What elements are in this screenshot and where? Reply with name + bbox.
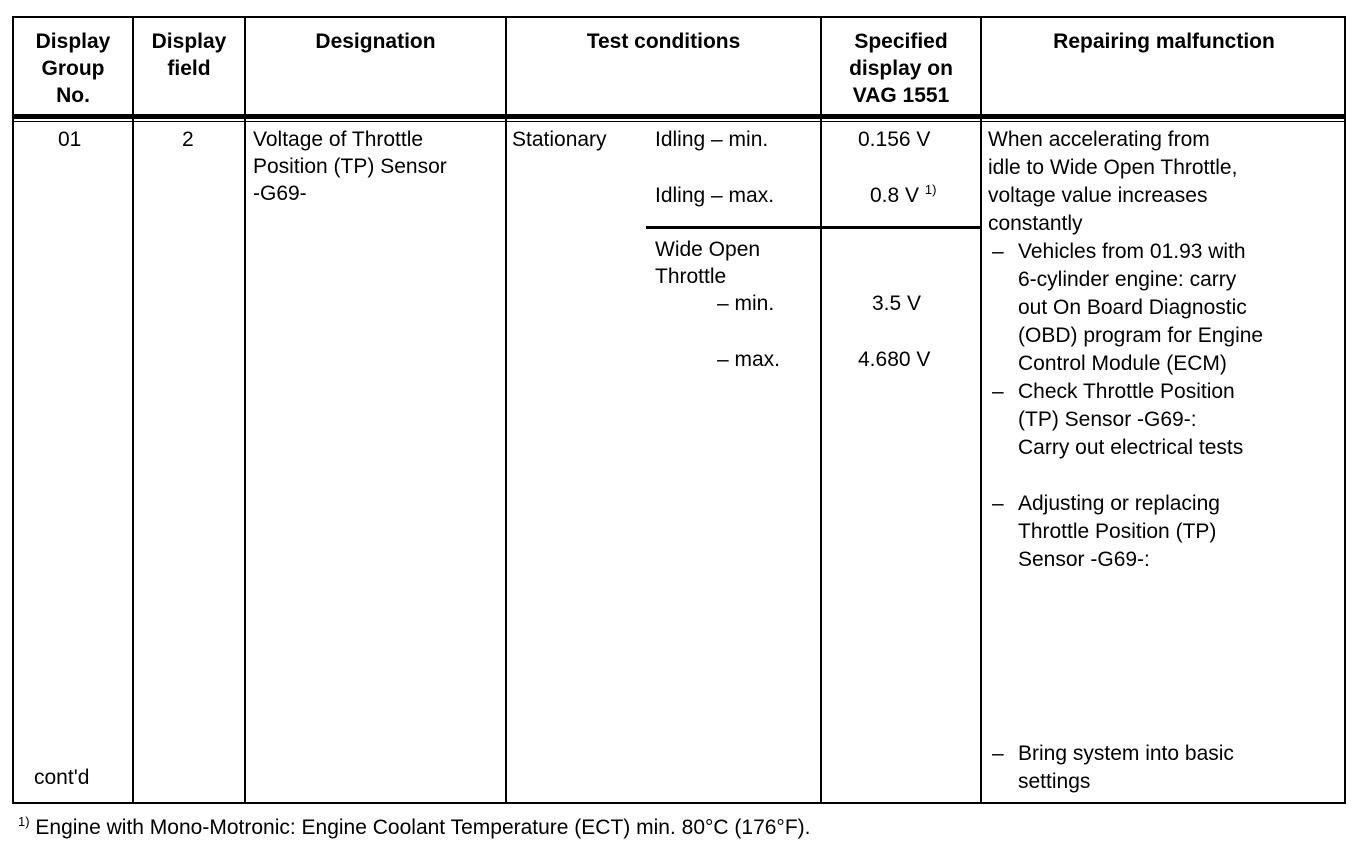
column-divider [980, 16, 982, 804]
value-wot-min: 3.5 V [872, 292, 922, 315]
header-rule [12, 114, 1346, 119]
repair-item: – Adjusting or replacing Throttle Position (TP) Sensor -G69-: [992, 492, 1220, 571]
column-divider [132, 16, 134, 804]
repair-item: – Vehicles from 01.93 with 6-cylinder engine: carry out On Board Diagnostic (OBD) program for Engine Control Module (ECM) [992, 240, 1264, 375]
header-display-field: Display field [151, 30, 227, 80]
dash-bullet: – [992, 742, 1004, 765]
footnote [18, 814, 810, 841]
condition-wot-min: – min. [717, 292, 775, 315]
dash-bullet: – [992, 380, 1004, 403]
repair-item: – Check Throttle Position (TP) Sensor -G69-: Carry out electrical tests [992, 380, 1244, 459]
value-idling-min: 0.156 V [858, 128, 931, 151]
header-specified-display: Specified display on VAG 1551 [849, 30, 953, 107]
header-test-conditions: Test conditions [586, 30, 741, 53]
column-divider [244, 16, 246, 804]
repair-item: – Bring system into basic settings [992, 742, 1234, 793]
header-designation: Designation [315, 30, 436, 53]
column-divider [820, 16, 822, 804]
group-no-value: 01 [58, 128, 82, 151]
dash-bullet: – [992, 492, 1004, 515]
value-wot-max: 4.680 V [858, 348, 931, 371]
repair-intro: When accelerating from idle to Wide Open Throttle, voltage value increases constantly [988, 128, 1238, 235]
condition-divider [646, 226, 980, 229]
condition-stationary: Stationary [512, 128, 607, 151]
footnote-ref: 1) [924, 182, 937, 197]
dash-bullet: – [992, 240, 1004, 263]
value-idling-max: 0.8 V $^{1)}$ [870, 182, 937, 207]
condition-wot-max: – max. [717, 348, 781, 371]
column-divider [505, 16, 507, 804]
header-rule-thin [12, 121, 1346, 122]
condition-wide-open-throttle: Wide Open Throttle [655, 238, 761, 288]
continued-label: cont'd [34, 766, 90, 789]
footnote-marker: 1) [18, 814, 30, 829]
footnote-text: Engine with Mono-Motronic: Engine Coolant Temperature (ECT) min. 80°C (176°F). [35, 816, 811, 839]
designation-text: Voltage of Throttle Position (TP) Sensor -G69- [253, 128, 447, 205]
condition-idling-min: Idling – min. [655, 128, 769, 151]
header-group-no: Display Group No. [35, 30, 111, 107]
condition-idling-max: Idling – max. [655, 184, 775, 207]
header-repairing-malfunction: Repairing malfunction [1053, 30, 1275, 53]
display-field-value: 2 [182, 128, 194, 151]
